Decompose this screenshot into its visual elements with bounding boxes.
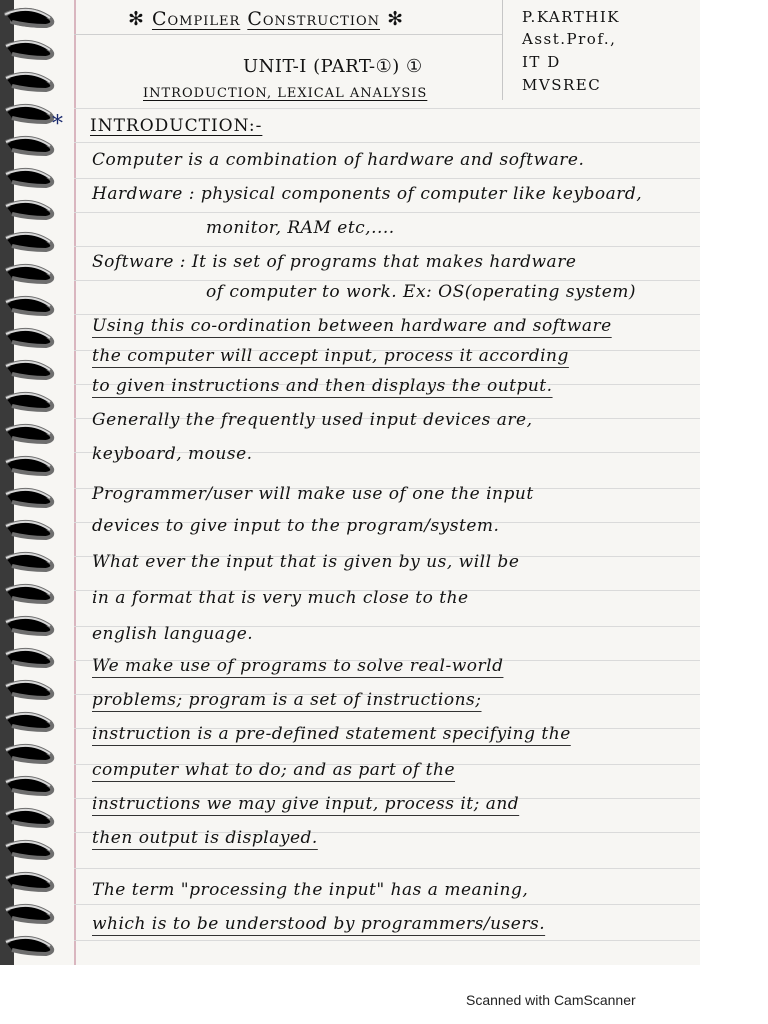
text-line: Computer is a combination of hardware and software.: [92, 150, 585, 170]
text-line: instruction is a pre-defined statement specifying the: [92, 724, 571, 744]
header-divider-vertical: [502, 0, 503, 100]
ruled-line: [74, 108, 700, 109]
author-institution: MVSREC: [522, 76, 602, 94]
text-line: of computer to work. Ex: OS(operating system): [206, 282, 637, 302]
text-line: The term "processing the input" has a meaning,: [92, 880, 529, 900]
author-department: IT D: [522, 53, 561, 71]
text-line: the computer will accept input, process it according: [92, 346, 569, 366]
section-heading: [90, 116, 262, 136]
ruled-line: [74, 940, 700, 941]
text-line: computer what to do; and as part of the: [92, 760, 456, 780]
text-line: which is to be understood by programmers/users.: [92, 914, 546, 934]
ruled-line: [74, 314, 700, 315]
asterisk-icon: *: [52, 112, 64, 137]
ruled-line: [74, 868, 700, 869]
title-word-compiler: Compiler: [151, 8, 241, 30]
scanner-watermark: Scanned with CamScanner: [466, 992, 636, 1008]
text-line: devices to give input to the program/system.: [92, 516, 500, 536]
text-line: Software : It is set of programs that makes hardware: [92, 252, 577, 272]
ruled-line: [74, 142, 700, 143]
title-word-construction: Construction: [247, 8, 381, 30]
ruled-line: [74, 246, 700, 247]
page-title: [128, 8, 404, 30]
author-designation: Asst.Prof.,: [522, 30, 617, 48]
text-line: What ever the input that is given by us, will be: [92, 552, 520, 572]
text-line: Programmer/user will make use of one the input: [92, 484, 534, 504]
text-line: english language.: [92, 624, 254, 644]
margin-rule: [74, 0, 76, 965]
ruled-line: [74, 904, 700, 905]
text-line: We make use of programs to solve real-world: [92, 656, 504, 676]
text-line: keyboard, mouse.: [92, 444, 253, 464]
ruled-line: [74, 212, 700, 213]
header-divider-horizontal: [74, 34, 502, 35]
star-icon: ✻: [387, 8, 404, 30]
text-line: to given instructions and then displays the output.: [92, 376, 553, 396]
text-line: Using this co-ordination between hardware and software: [92, 316, 612, 336]
spiral-binding: [0, 0, 60, 965]
text-line: monitor, RAM etc,....: [206, 218, 395, 238]
ruled-line: [74, 280, 700, 281]
text-line: in a format that is very much close to the: [92, 588, 469, 608]
ruled-line: [74, 178, 700, 179]
author-name: P.KARTHIK: [522, 8, 620, 26]
unit-subtitle: INTRODUCTION, LEXICAL ANALYSIS: [143, 86, 428, 101]
section-heading-text: INTRODUCTION:-: [90, 116, 263, 136]
unit-label: UNIT-I (PART-①) ①: [243, 56, 423, 77]
text-line: Generally the frequently used input devices are,: [92, 410, 533, 430]
text-line: instructions we may give input, process it; and: [92, 794, 520, 814]
text-line: Hardware : physical components of computer like keyboard,: [92, 184, 643, 204]
text-line: problems; program is a set of instructions;: [92, 690, 482, 710]
text-line: then output is displayed.: [92, 828, 318, 848]
star-icon: ✻: [128, 8, 145, 30]
